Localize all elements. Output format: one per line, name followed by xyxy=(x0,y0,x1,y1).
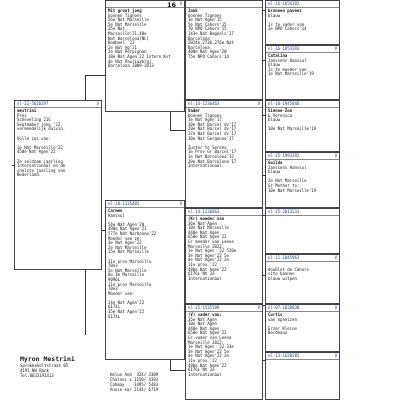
pedigree-line: snelste jaarling van xyxy=(17,167,66,173)
pedigree-line: Internationaal xyxy=(188,371,222,377)
results-list xyxy=(110,372,158,392)
pedigree-line: 480e Nat Agen'22 xyxy=(188,266,227,272)
pedigree-line: 70e3 xyxy=(108,286,118,292)
pedigree-line: Carmen xyxy=(108,208,123,213)
pedigree-line: 3e Nat Agen'17 xyxy=(188,117,222,123)
pedigree-line: 20e Nat Barcel dv'17 xyxy=(188,126,237,132)
ggdam2-ring: nl-15-1535109 xyxy=(188,305,220,310)
pedigree-line: Janssens Hanssul xyxy=(268,57,307,63)
pedigree-line: 1e Nat Agen '22 33e xyxy=(188,344,234,350)
pedigree-line: 54e Nat Agen'20 xyxy=(108,221,145,227)
pedigree-line: 480e Nat Agen'22 xyxy=(188,362,227,368)
grandsire-box xyxy=(105,0,185,112)
pedigree-line: Bordeaux xyxy=(268,330,288,336)
pedigree-line: 3e Nat Agen'22 xyxy=(108,240,142,246)
pedigree-line: van opheizen xyxy=(268,316,297,322)
pedigree-line: 6176L Nt 2e xyxy=(188,271,215,277)
gen4-ring: nl-13-1620285 xyxy=(268,353,300,358)
ggdam1-box xyxy=(185,100,263,208)
pedigree-line: 4e Nat Pau(Luxbrg) xyxy=(108,58,152,64)
result-line: Helun And 324/ 3309 xyxy=(110,372,159,377)
gen4-sex: V xyxy=(334,46,337,51)
pedigree-line: vermoedelijk duivin. xyxy=(17,126,66,132)
ggsire1-text xyxy=(188,9,260,60)
owner-address-line: Sprokkeholtstraat 05 xyxy=(20,363,69,368)
pedigree-line: 4e Nat Agen'22 2e xyxy=(188,257,229,263)
pedigree-line: Gr vader van Leena xyxy=(188,334,232,340)
pedigree-line: 26e Nat Marseille xyxy=(108,17,149,23)
pedigree-line: Ze zeldzam jaarling xyxy=(17,158,63,164)
gen4-box-4 xyxy=(265,152,340,208)
pedigree-line: doublet de Cahors xyxy=(268,266,309,272)
pedigree-line: 6174L xyxy=(108,304,121,310)
pedigree-line: Internationaal xyxy=(188,275,222,281)
gen4-sex: V xyxy=(334,255,337,260)
pedigree-line: Barcelona xyxy=(188,44,210,50)
pedigree-line: 5e Nat Cahors'15 xyxy=(188,21,227,27)
pedigree-line: Moeder van: xyxy=(108,290,135,296)
result-line: Annie ear 2144/ 6719 xyxy=(110,387,159,392)
pedigree-line: Guilda xyxy=(268,160,283,165)
pedigree-line: 6176L Nt 2e xyxy=(188,367,215,373)
owner-name: Myron Mestrini xyxy=(20,355,75,363)
dam-sex: V xyxy=(179,201,182,206)
pedigree-line: 490e Nat Agen'21 xyxy=(108,226,147,232)
sire-text xyxy=(17,109,99,178)
gen4-text xyxy=(268,9,337,32)
pedigree-line: & Veronica xyxy=(268,112,293,118)
owner-address-line: 4191 NH Bonk xyxy=(20,368,49,373)
sire-box xyxy=(14,100,102,270)
pedigree-line: 31e prov Marseille xyxy=(108,258,152,264)
ggdam1-ring: nl-14-1236463 xyxy=(188,101,220,106)
ggsire2-box xyxy=(185,208,263,304)
pedigree-line: 3e Nat Agen'15 xyxy=(188,17,222,23)
pedigree-line: 2024e,2736,276e Nat xyxy=(188,40,234,46)
ggsire1-box xyxy=(185,0,263,100)
pedigree-line: 24e Nat Agen'22 xyxy=(108,299,145,305)
gen4-text xyxy=(268,109,337,132)
pedigree-line: 2e Nat Marseille xyxy=(108,244,147,250)
pedigree-line: 75e NPO Cahors'14 xyxy=(188,53,229,59)
gen4-ring: nl-11-1045963 xyxy=(268,255,300,260)
pedigree-line: 25e Nat xyxy=(108,26,125,32)
pedigree-line: Marseille 2022: xyxy=(188,243,225,249)
pedigree-line: 143e Nat Bagnols'17 xyxy=(188,30,234,36)
pedigree-line: 10e Nat Barcel dv'17 xyxy=(188,121,237,127)
gen4-text xyxy=(268,313,337,336)
ggdam2-text xyxy=(188,313,260,377)
pedigree-line: 440e Nat Agen xyxy=(188,229,220,235)
pedigree-line: Barcelona xyxy=(188,35,210,41)
result-line: Cahmay 1495/ 5483 xyxy=(110,382,159,387)
pedigree-line: 2e NPO Cahors'14 xyxy=(268,26,307,32)
pedigree-line: 37e Nat Barcel dv'17 xyxy=(188,130,237,136)
pedigree-line: 5e Nat Marseille xyxy=(108,21,147,27)
pedigree-line: 3e Nat Agen'22 5e xyxy=(188,348,229,354)
ggsire2-text xyxy=(188,217,260,281)
gen4-ring: nl-10-1945840 xyxy=(268,101,300,106)
connector-line xyxy=(170,370,185,371)
gen4-sex: V xyxy=(334,305,337,310)
gen4-ring: nl-15-1993392 xyxy=(268,153,300,158)
pedigree-line: 10e Nat Marseille xyxy=(188,225,229,231)
pedigree-line: 8e Im Marseille xyxy=(108,272,145,278)
pedigree-line: 70 NPO Cahors'15 xyxy=(188,26,227,32)
pedigree-line: 6174L xyxy=(108,313,121,319)
connector-line xyxy=(85,75,105,76)
dam-ring: nl-18-1335405 xyxy=(108,201,140,206)
pedigree-line: Volle zus van: xyxy=(17,135,51,141)
gen4-ring: nl-16-1656392 xyxy=(268,1,300,6)
pedigree-line: Bombeel '22 xyxy=(108,40,135,46)
page-number: 16 xyxy=(167,1,177,9)
pedigree-line: blauw xyxy=(268,62,281,68)
pedigree-line: Hanssul xyxy=(108,212,125,218)
gen4-text xyxy=(268,217,337,226)
pedigree-line: 11e prov '22 xyxy=(188,357,217,363)
gen4-ring: nl-07-1020838 xyxy=(268,305,300,310)
gen4-ring: nl-15-2013233 xyxy=(268,209,300,214)
pedigree-line: 15e Nat Agen'22 xyxy=(108,309,145,315)
pedigree-line: Marseille'21,40e xyxy=(108,30,147,36)
ggdam1-text xyxy=(188,109,260,169)
pedigree-line: Zuster to Serena xyxy=(188,144,227,150)
pedigree-line: 577e Nat Narbonne'22 xyxy=(108,230,157,236)
pedigree-line: Sienne Zon xyxy=(268,108,293,113)
owner-address-line: Tel.0633191413 xyxy=(20,373,54,378)
pedigree-line: bronnen pavens xyxy=(268,8,302,13)
pedigree-line: 10e Nat Agen xyxy=(188,321,217,327)
pedigree-line: Janssens Hanssul xyxy=(268,164,307,170)
ggdam1-sex: V xyxy=(257,101,260,106)
pedigree-line: 11e prov '22 xyxy=(188,261,217,267)
pedigree-line xyxy=(268,366,337,371)
pedigree-line: blauw xyxy=(268,117,281,123)
dam-box xyxy=(105,200,185,360)
pedigree-line: 1e Nat Marseille'19 xyxy=(268,71,314,77)
gen4-box-7 xyxy=(265,304,340,352)
pedigree-line: Prez xyxy=(17,112,27,118)
gen4-text xyxy=(268,54,337,77)
pedigree-line: 650e Nat Agen'22 xyxy=(188,330,227,336)
pedigree-line: 3e Nat Agen'22 5e xyxy=(188,252,229,258)
pedigree-line: blauw xyxy=(268,169,281,175)
pedigree-line: 1e Prov Gr Barcel'17 xyxy=(188,149,237,155)
pedigree-line: Moeder van ze: xyxy=(108,235,142,241)
dam-text xyxy=(108,209,182,319)
pedigree-line: 10e Nat Marseille'19 xyxy=(268,187,317,193)
gen4-box-8 xyxy=(265,352,340,400)
pedigree-line: 18e Nat Agen'22 Intern Kvt xyxy=(108,53,171,59)
gen4-box-5 xyxy=(265,208,340,254)
pedigree-line: Scheveling 21G xyxy=(17,117,51,123)
owner-address xyxy=(20,363,75,378)
pedigree-line: bonnen Tignons xyxy=(108,12,142,18)
pedigree-line: Mit groot jong xyxy=(108,8,142,13)
gen4-text xyxy=(268,361,337,370)
pedigree-line: Catalina xyxy=(268,53,288,58)
pedigree-line: (Kr) moeder van xyxy=(188,216,225,221)
grandsire-sex: V xyxy=(179,1,182,6)
gen4-text xyxy=(268,263,337,281)
pedigree-line: 400e Nat Agen'20 xyxy=(188,49,227,55)
pedigree-line: Barcelona 2009-2013 xyxy=(108,63,154,69)
pedigree-line: 1e Nat Barcelona'17 xyxy=(188,153,234,159)
pedigree-line: Marseille 2022: xyxy=(188,339,225,345)
pedigree-line: Is to moeder van xyxy=(268,66,307,72)
pedigree-line: Internationaal xyxy=(188,163,222,169)
sire-ring: nl-22-5620197 xyxy=(17,101,49,106)
pedigree-line: blauw witpen xyxy=(268,275,297,281)
pedigree-line: mestrini xyxy=(17,108,37,113)
pedigree-line: blauw xyxy=(268,12,281,18)
pedigree-line: 35e Nat Agen xyxy=(188,316,217,322)
pedigree-line: Nat Barcelona(NL) xyxy=(108,35,149,41)
gen4-box-1 xyxy=(265,0,340,45)
pedigree-line: 2e Nat Ag'21 xyxy=(108,44,137,50)
gen4-ring: nl-16-1654393 xyxy=(268,46,300,51)
pedigree-line: September jong '22, xyxy=(17,121,63,127)
pedigree-line: Ze Nat Marseille xyxy=(268,178,307,184)
gen4-box-2 xyxy=(265,45,340,100)
pedigree-line: Gr Mother to: xyxy=(268,182,300,188)
pedigree-line: 450e Nat Agen'22 xyxy=(17,149,56,155)
connector-line xyxy=(170,130,185,131)
pedigree-line: bonnen Tignons xyxy=(188,112,222,118)
pedigree-line: 2e Nat Perpignan xyxy=(108,49,147,55)
gen4-box-3 xyxy=(265,100,340,152)
pedigree-line: 1e Nat Marseille'22 xyxy=(17,144,63,150)
pedigree-line: 4e Nat Agen'22 2e xyxy=(188,353,229,359)
grandsire-text xyxy=(108,9,182,69)
sire-sex: V xyxy=(96,101,99,106)
result-line: Chalons x 1150/ 4383 xyxy=(110,377,159,382)
gen4-sex: V xyxy=(334,153,337,158)
pedigree-line: Curtis xyxy=(268,312,283,317)
pedigree-line: Vader xyxy=(188,108,201,113)
pedigree-line: Jank xyxy=(188,8,198,13)
pedigree-line: 36e Nat Agen xyxy=(188,220,217,226)
pedigree-line xyxy=(268,222,337,227)
pedigree-line: Gr moeder van Leena xyxy=(188,238,234,244)
pedigree-line: 9096L xyxy=(108,276,121,282)
pedigree-line: 5e Nat Marseille xyxy=(108,267,147,273)
pedigree-line: 70e3 xyxy=(108,263,118,269)
gen4-sex: V xyxy=(334,353,337,358)
gen4-box-6 xyxy=(265,254,340,304)
pedigree-line: site bannen xyxy=(268,271,295,277)
pedigree-line: Erzer Kleine xyxy=(268,325,297,331)
pedigree-line: Nederland. xyxy=(17,172,42,178)
pedigree-line: 30e Nat Gergonne'17 xyxy=(188,135,234,141)
pedigree-line: Internationaal en de xyxy=(17,163,66,169)
pedigree-line: Is to vader van xyxy=(268,21,305,27)
pedigree-line: 15e Nat Marseille xyxy=(108,249,149,255)
gen4-text xyxy=(268,161,337,193)
pedigree-line: bonnen Tignons xyxy=(188,12,222,18)
pedigree-line: 20e Nat Barcelona'17 xyxy=(188,158,237,164)
pedigree-line: 10e Nat Marseille'19 xyxy=(268,126,317,132)
ggdam2-sex: V xyxy=(257,305,260,310)
ggdam2-box xyxy=(185,304,263,400)
pedigree-line: 1e Nat Agen '22 520e xyxy=(188,248,237,254)
owner-block xyxy=(20,355,75,378)
pedigree-line: 440e Nat Agen xyxy=(188,325,220,331)
pedigree-line: 650e Nat Agen'22 xyxy=(188,234,227,240)
ggsire2-ring: nl-14-1236863 xyxy=(188,209,220,214)
pedigree-line: 11e prov Marseille xyxy=(108,281,152,287)
pedigree-line: (V) vader van: xyxy=(188,312,222,317)
